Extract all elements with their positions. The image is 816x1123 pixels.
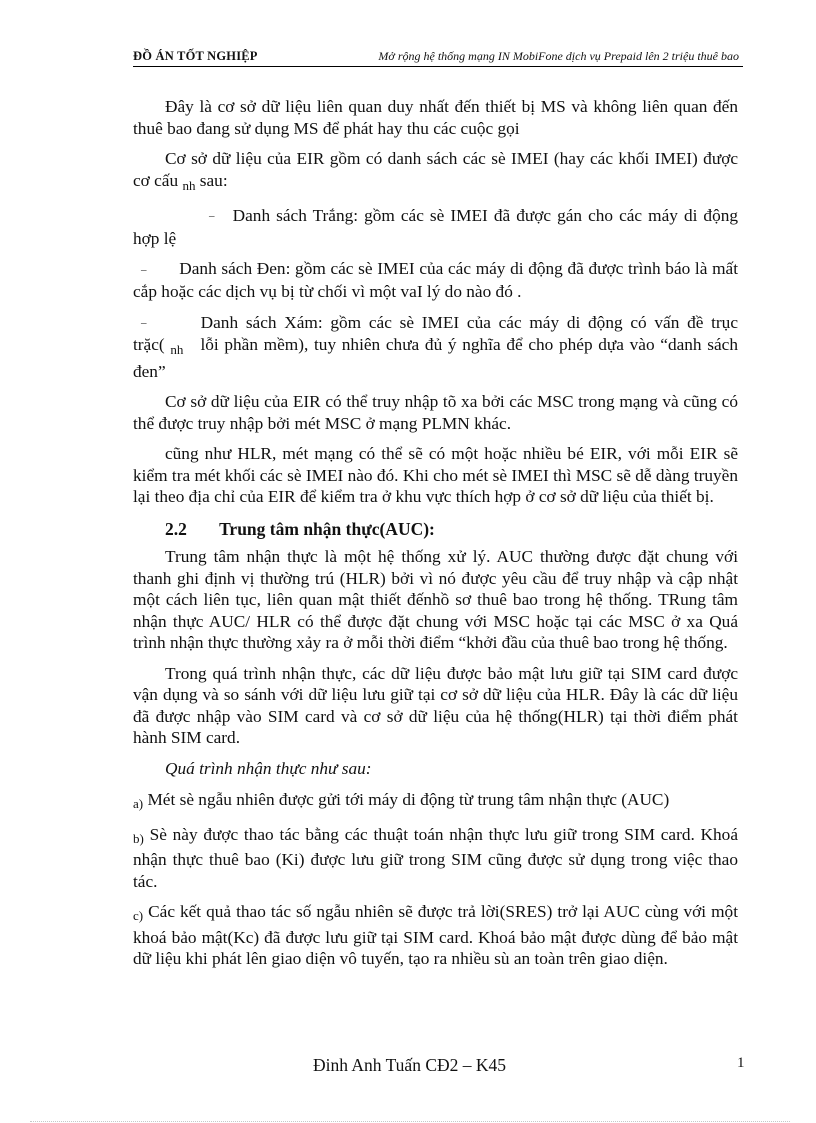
- page-header: [133, 48, 743, 67]
- paragraph-2: [133, 148, 738, 196]
- section-title: Trung tâm nhận thực(AUC):: [219, 518, 435, 539]
- item-a-text: Mét sè ngẫu nhiên được gửi tới máy di động từ trung tâm nhận thực (AUC): [147, 790, 670, 810]
- bullet-grey-text-a: Danh sách Xám: gồm các sè IMEI của các máy di động có vấn đề trục trặc(: [133, 312, 738, 355]
- item-a-label: a): [133, 796, 144, 812]
- paragraph-6: Trong quá trình nhận thực, các dữ liệu được bảo mật lưu giữ tại SIM card được vận dụng và so sánh với dữ liệu lưu giữ tại cơ sở dữ liệu của HLR. Đây là các dữ liệu đã được nhập vào SIM card và cơ sở dữ liệu của hệ thống(HLR) tại thời điểm phát hành SIM card.: [133, 663, 738, 748]
- dash-icon: –: [209, 210, 215, 223]
- paragraph-3: Cơ sở dữ liệu của EIR có thể truy nhập tõ xa bởi các MSC trong mạng và cũng có thể được truy nhập bởi mét MSC ở mạng PLMN khác.: [133, 392, 738, 433]
- item-b-text: Sè này được thao tác bằng các thuật toán nhận thực lưu giữ trong SIM card. Khoá nhận thực thuê bao (Ki) được lưu giữ trong SIM cũng được sử dụng trong việc thao tác.: [133, 824, 738, 891]
- dash-icon: –: [141, 316, 147, 329]
- paragraph-7: Quá trình nhận thực như sau:: [165, 758, 372, 778]
- header-left: ĐỒ ÁN TỐT NGHIỆP: [133, 49, 258, 63]
- paragraph-2-small: nh: [182, 177, 196, 193]
- document-body: [133, 96, 738, 970]
- bullet-grey-small: nh: [170, 342, 184, 358]
- paragraph-1: Đây là cơ sở dữ liệu liên quan duy nhất đến thiết bị MS và không liên quan đến thuê bao đang sử dụng MS để phát hay thu các cuộc gọi: [133, 97, 738, 138]
- paragraph-5: Trung tâm nhận thực là một hệ thống xử lý. AUC thường được đặt chung với thanh ghi định vị thường trú (HLR) bởi vì nó được yêu cầu để truy nhập và cập nhật một cách liên tục, liên quan mật thiết đếnhồ sơ thuê bao trong hệ thống. TRung tâm nhận thực AUC/ HLR có thể được đặt chung với MSC hoặc tại các MSC ở xa Quá trình nhận thực thường xảy ra ở mỗi thời điểm “khởi đầu của thuê bao trong hệ thống.: [133, 547, 738, 653]
- section-heading: [133, 519, 738, 541]
- item-a: [133, 789, 738, 815]
- bullet-grey-text-b: lỗi phần mềm), tuy nhiên chưa đủ ý nghĩa để cho phép dựa vào “danh sách đen”: [133, 335, 738, 381]
- paragraph-4: cũng như HLR, mét mạng có thể sẽ có một hoặc nhiều bé EIR, với mỗi EIR sẽ kiểm tra mét khối các sè IMEI nào đó. Khi cho mét sè IMEI thì MSC sẽ dễ dàng truyền lại theo địa chỉ của EIR để kiểm tra ở khu vực thích hợp ở cơ sở dữ liệu của thiết bị.: [133, 444, 738, 507]
- dash-icon: –: [141, 263, 147, 276]
- bullet-white-text: Danh sách Trắng: gồm các sè IMEI đã được gán cho các máy di động hợp lệ: [133, 206, 738, 248]
- header-right: Mở rộng hệ thống mạng IN MobiFone dịch vụ Prepaid lên 2 triệu thuê bao: [378, 49, 739, 63]
- bullet-black-text: Danh sách Đen: gồm các sè IMEI của các máy di động đã được trình báo là mất cắp hoặc các dịch vụ bị từ chối vì một vaI lý do nào đó .: [133, 259, 738, 302]
- item-c: [133, 901, 738, 970]
- footer-author: Đinh Anh Tuấn CĐ2 – K45: [313, 1055, 507, 1075]
- section-number: 2.2: [165, 518, 187, 539]
- bottom-divider: [30, 1121, 790, 1122]
- bullet-black-list: [133, 258, 738, 302]
- item-b-label: b): [133, 830, 144, 846]
- paragraph-2-text-a: Cơ sở dữ liệu của EIR gồm có danh sách các sè IMEI (hay các khối IMEI) được cơ cấu: [133, 149, 738, 190]
- page-number: 1: [737, 1055, 745, 1071]
- paragraph-2-text-b: sau:: [199, 170, 228, 190]
- bullet-grey-list: [133, 312, 738, 383]
- bullet-white-list: [133, 205, 738, 249]
- item-b: [133, 824, 738, 893]
- item-c-label: c): [133, 908, 144, 924]
- item-c-text: Các kết quả thao tác số ngẫu nhiên sẽ được trả lời(SRES) trở lại AUC cùng với một khoá bảo mật(Kc) đã được lưu giữ tại SIM card. Khoá bảo mật được dùng để bảo mật dữ liệu khi phát lên giao diện vô tuyến, tạo ra nhiều sù an toàn trên giao diện.: [133, 902, 738, 969]
